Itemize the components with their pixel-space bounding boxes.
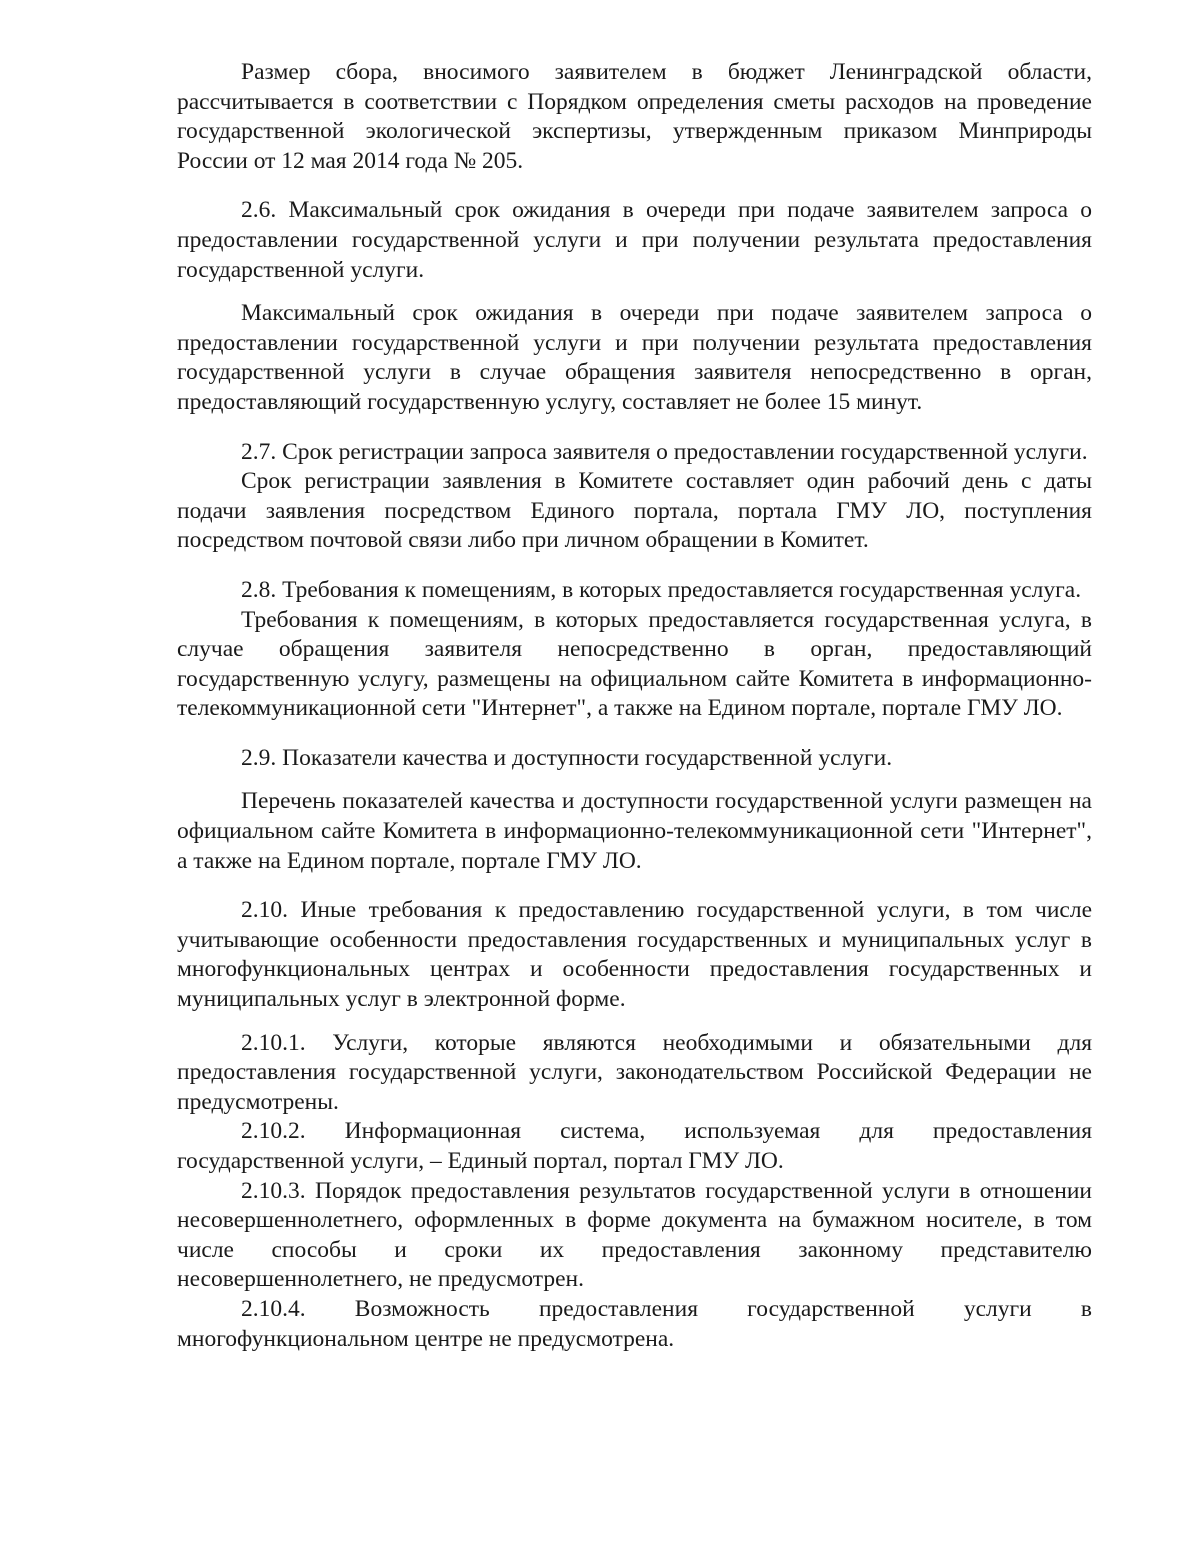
paragraph-2-9-body: Перечень показателей качества и доступности государственной услуги размещен на официальном сайте Комитета в информационно-телекоммуникационной сети "Интернет", а также на Едином портале, портале ГМУ ЛО. — [177, 788, 1092, 874]
paragraph-2-10-heading: 2.10. Иные требования к предоставлению государственной услуги, в том числе учитывающие особенности предоставления государственных и муниципальных услуг в многофункциональных центрах и особенности предоставления государственных и муниципальных услуг в электронной форме. — [177, 897, 1092, 1013]
paragraph-2-10-4: 2.10.4. Возможность предоставления государственной услуги в многофункциональном центре не предусмотрена. — [177, 1295, 1092, 1352]
paragraph-2-10-3: 2.10.3. Порядок предоставления результатов государственной услуги в отношении несовершеннолетнего, оформленных в форме документа на бумажном носителе, в том числе способы и сроки их предоставления законному представителю несовершеннолетнего, не предусмотрен. — [177, 1177, 1092, 1293]
document-page — [177, 58, 1092, 1354]
paragraph-2-7-heading: 2.7. Срок регистрации запроса заявителя о предоставлении государственной услуги. — [241, 438, 1088, 465]
paragraph-2-9-heading: 2.9. Показатели качества и доступности государственной услуги. — [241, 744, 893, 771]
paragraph-fee-size: Размер сбора, вносимого заявителем в бюджет Ленинградской области, рассчитывается в соответствии с Порядком определения сметы расходов на проведение государственной экологической экспертизы, утвержденным приказом Минприроды России от 12 мая 2014 года № 205. — [177, 59, 1092, 174]
paragraph-2-7-body: Срок регистрации заявления в Комитете составляет один рабочий день с даты подачи заявления посредством Единого портала, портала ГМУ ЛО, поступления посредством почтовой связи либо при личном обращении в Комитет. — [177, 468, 1092, 554]
paragraph-2-8-body: Требования к помещениям, в которых предоставляется государственная услуга, в случае обращения заявителя непосредственно в орган, предоставляющий государственную услугу, размещены на официальном сайте Комитета в информационно-телекоммуникационной сети "Интернет", а также на Едином портале, портале ГМУ ЛО. — [177, 606, 1092, 722]
paragraph-2-6-body: Максимальный срок ожидания в очереди при подаче заявителем запроса о предоставлении государственной услуги и при получении результата предоставления государственной услуги в случае обращения заявителя непосредственно в орган, предоставляющий государственную услугу, составляет не более 15 минут. — [177, 300, 1092, 415]
paragraph-2-8-heading: 2.8. Требования к помещениям, в которых предоставляется государственная услуга. — [241, 576, 1082, 603]
paragraph-2-10-2: 2.10.2. Информационная система, используемая для предоставления государственной услуги, – Единый портал, портал ГМУ ЛО. — [177, 1118, 1092, 1174]
paragraph-2-10-1: 2.10.1. Услуги, которые являются необходимыми и обязательными для предоставления государственной услуги, законодательством Российской Федерации не предусмотрены. — [177, 1029, 1092, 1115]
paragraph-2-6-heading: 2.6. Максимальный срок ожидания в очереди при подаче заявителем запроса о предоставлении государственной услуги и при получении результата предоставления государственной услуги. — [177, 197, 1092, 283]
